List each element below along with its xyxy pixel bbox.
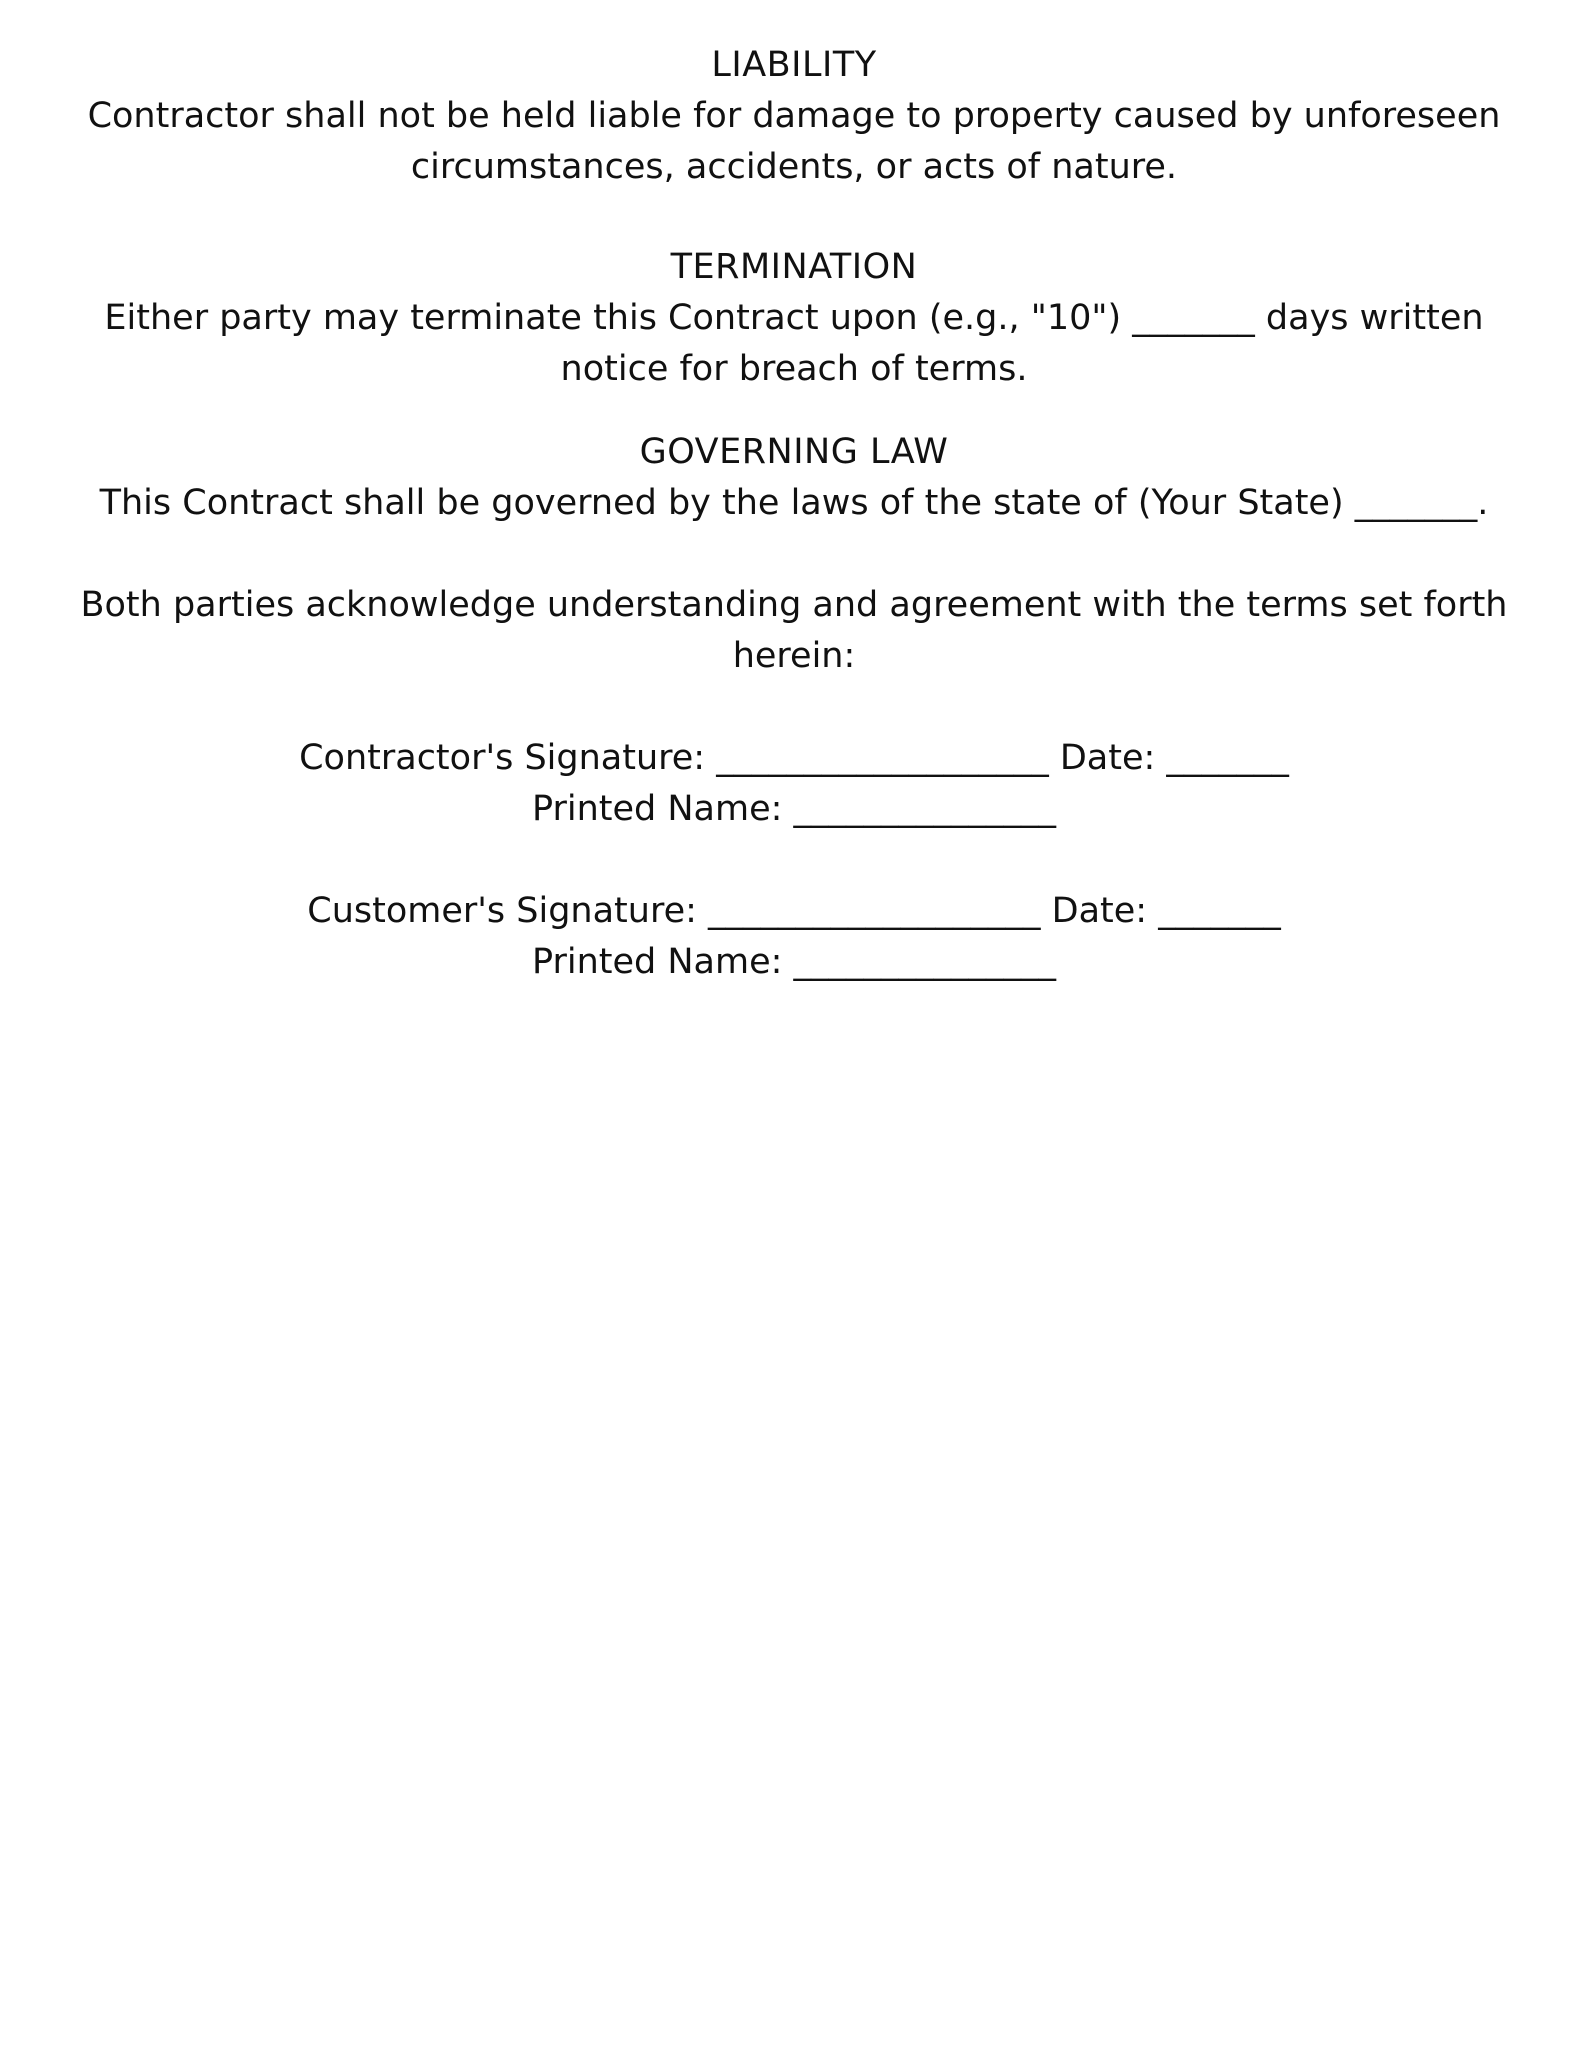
customer-signature-line: Customer's Signature: ___________________ Date: _______ <box>307 891 1281 931</box>
contractor-printed-name-line: Printed Name: _______________ <box>531 789 1057 829</box>
termination-heading: TERMINATION <box>670 247 918 287</box>
termination-text: Either party may terminate this Contract upon (e.g., "10") _______ days written notice for breach of terms. <box>104 298 1484 389</box>
contractor-signature-line: Contractor's Signature: ___________________ Date: _______ <box>299 738 1289 778</box>
liability-heading: LIABILITY <box>711 45 877 85</box>
customer-printed-name-line: Printed Name: _______________ <box>531 942 1057 982</box>
governing-law-text: This Contract shall be governed by the laws of the state of (Your State) _______. <box>99 483 1489 523</box>
liability-text: Contractor shall not be held liable for damage to property caused by unforeseen circumstances, accidents, or acts of nature. <box>87 96 1501 187</box>
termination-section <box>70 242 1518 395</box>
governing-law-heading: GOVERNING LAW <box>639 432 949 472</box>
customer-signature-block <box>70 886 1518 988</box>
acknowledgement-section <box>70 580 1518 682</box>
liability-section <box>70 40 1518 193</box>
acknowledgement-text: Both parties acknowledge understanding and agreement with the terms set forth herein: <box>80 585 1508 676</box>
contractor-signature-block <box>70 733 1518 835</box>
governing-law-section <box>70 427 1518 529</box>
